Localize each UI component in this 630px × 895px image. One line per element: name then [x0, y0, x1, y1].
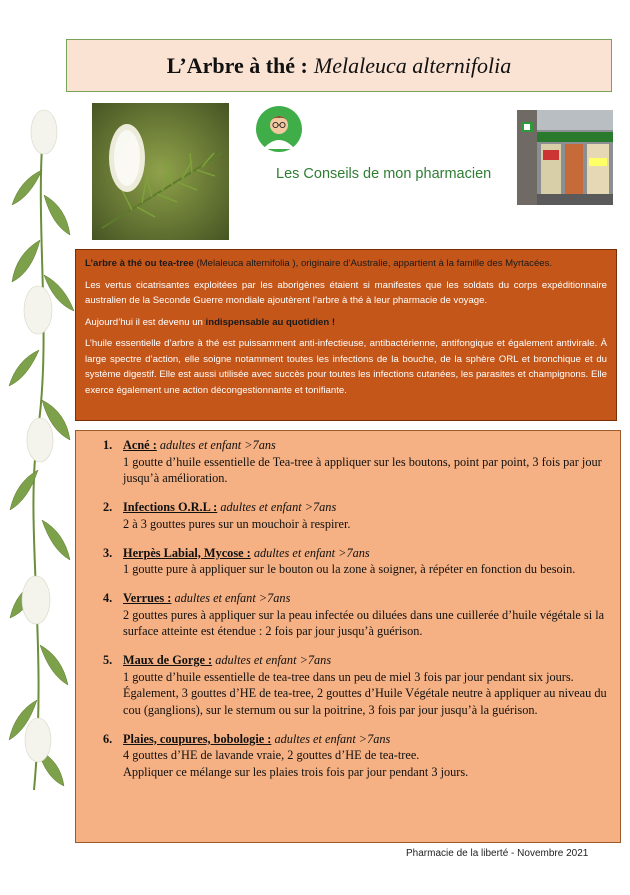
advice-audience: adultes et enfant >7ans — [253, 545, 370, 560]
advice-text: 2 à 3 gouttes pures sur un mouchoir à respirer. — [123, 516, 351, 531]
advice-item — [103, 437, 610, 487]
footer: Pharmacie de la liberté - Novembre 2021 — [406, 848, 589, 859]
advice-number: 4. — [103, 591, 113, 605]
advice-item — [103, 652, 610, 718]
advice-list — [103, 437, 610, 780]
page-title — [66, 39, 612, 92]
advice-text: 1 goutte pure à appliquer sur le bouton ou la zone à soigner, à répéter en fonction du besoin. — [123, 562, 576, 576]
advice-audience: adultes et enfant >7ans — [274, 731, 391, 746]
advice-audience: adultes et enfant >7ans — [174, 591, 291, 605]
advice-item — [103, 731, 610, 781]
advice-box — [75, 430, 621, 843]
advice-text: 1 goutte d’huile essentielle de Tea-tree à appliquer sur les boutons, point par point, 3 fois par jour jusqu’à amélioration. — [123, 454, 602, 485]
intro-paragraph-2: Les vertus cicatrisantes exploitées par les aborigènes étaient si manifestes que les soldats du corps expéditionnaire australien de la Seconde Guerre mondiale ajoutèrent l’arbre à thé à leur pharmacie de voyage. — [85, 279, 607, 306]
advice-number: 1. — [103, 438, 113, 452]
advice-item — [103, 590, 610, 640]
intro-paragraph-3 — [85, 315, 607, 331]
advice-text: 2 gouttes pures à appliquer sur la peau infectée ou diluées dans une cuillerée d’huile végétale si la surface atteinte est étendue : 2 fois par jour jusqu’à guérison. — [123, 607, 605, 638]
advice-name: Plaies, coupures, bobologie : — [123, 731, 272, 746]
title-latin: Melaleuca alternifolia — [313, 52, 512, 78]
advice-audience: adultes et enfant >7ans — [215, 653, 332, 667]
advice-name: Verrues : — [123, 591, 172, 605]
advice-text: Également, 3 gouttes d’HE de tea-tree, 2 gouttes d’Huile Végétale neutre à appliquer au niveau du cou (ganglions), sur le sternum ou sur la poitrine, 3 fois par jour jusqu’à la guérison. — [123, 686, 607, 717]
advice-number: 2. — [103, 500, 113, 514]
advice-text: 4 gouttes d’HE de lavande vraie, 2 gouttes d’HE de tea-tree. — [123, 748, 420, 762]
intro-p3-pre: Aujourd’hui il est devenu un — [85, 316, 206, 328]
advice-item — [103, 545, 610, 578]
tea-tree-branch-illustration — [4, 100, 82, 800]
advice-name: Maux de Gorge : — [123, 653, 213, 667]
intro-box — [75, 249, 617, 421]
pharmacy-storefront-photo — [517, 110, 613, 205]
intro-p3-bold: indispensable au quotidien ! — [205, 316, 336, 328]
advice-number: 5. — [103, 653, 113, 667]
advice-name: Herpès Labial, Mycose : — [123, 545, 251, 560]
tea-tree-flower-photo — [92, 103, 229, 240]
advice-audience: adultes et enfant >7ans — [159, 438, 276, 452]
advice-audience: adultes et enfant >7ans — [220, 500, 337, 514]
advice-name: Acné : — [123, 438, 157, 452]
advice-title: Les Conseils de mon pharmacien — [276, 166, 492, 182]
intro-paragraph-1 — [85, 256, 607, 272]
intro-lead-bold: L’arbre à thé ou tea-tree — [85, 258, 194, 269]
advice-number: 3. — [103, 545, 113, 560]
title-main: L’Arbre à thé : — [166, 52, 308, 78]
intro-paragraph-4: L’huile essentielle d’arbre à thé est puissamment anti-infectieuse, antibactérienne, antifongique et également antivirale. À large spectre d’action, elle soigne notamment toutes les infections de la bouche, de la sphère ORL et bronchique et du système digestif. Elle est aussi utilisée avec succès pour toutes les infections cutanées, les parasites et champignons. Elle exerce également une action décongestionnante et tonifiante. — [85, 338, 607, 396]
advice-text: 1 goutte d’huile essentielle de tea-tree dans un peu de miel 3 fois par jour pendant six jours. — [123, 669, 574, 684]
advice-text: Appliquer ce mélange sur les plaies trois fois par jour pendant 3 jours. — [123, 764, 469, 779]
pharmacist-avatar-icon — [255, 105, 303, 153]
advice-number: 6. — [103, 731, 113, 746]
advice-name: Infections O.R.L : — [123, 500, 218, 514]
advice-item — [103, 499, 610, 532]
intro-lead-text: (Melaleuca alternifolia ), originaire d’Australie, appartient à la famille des Myrtacées. — [193, 258, 553, 269]
